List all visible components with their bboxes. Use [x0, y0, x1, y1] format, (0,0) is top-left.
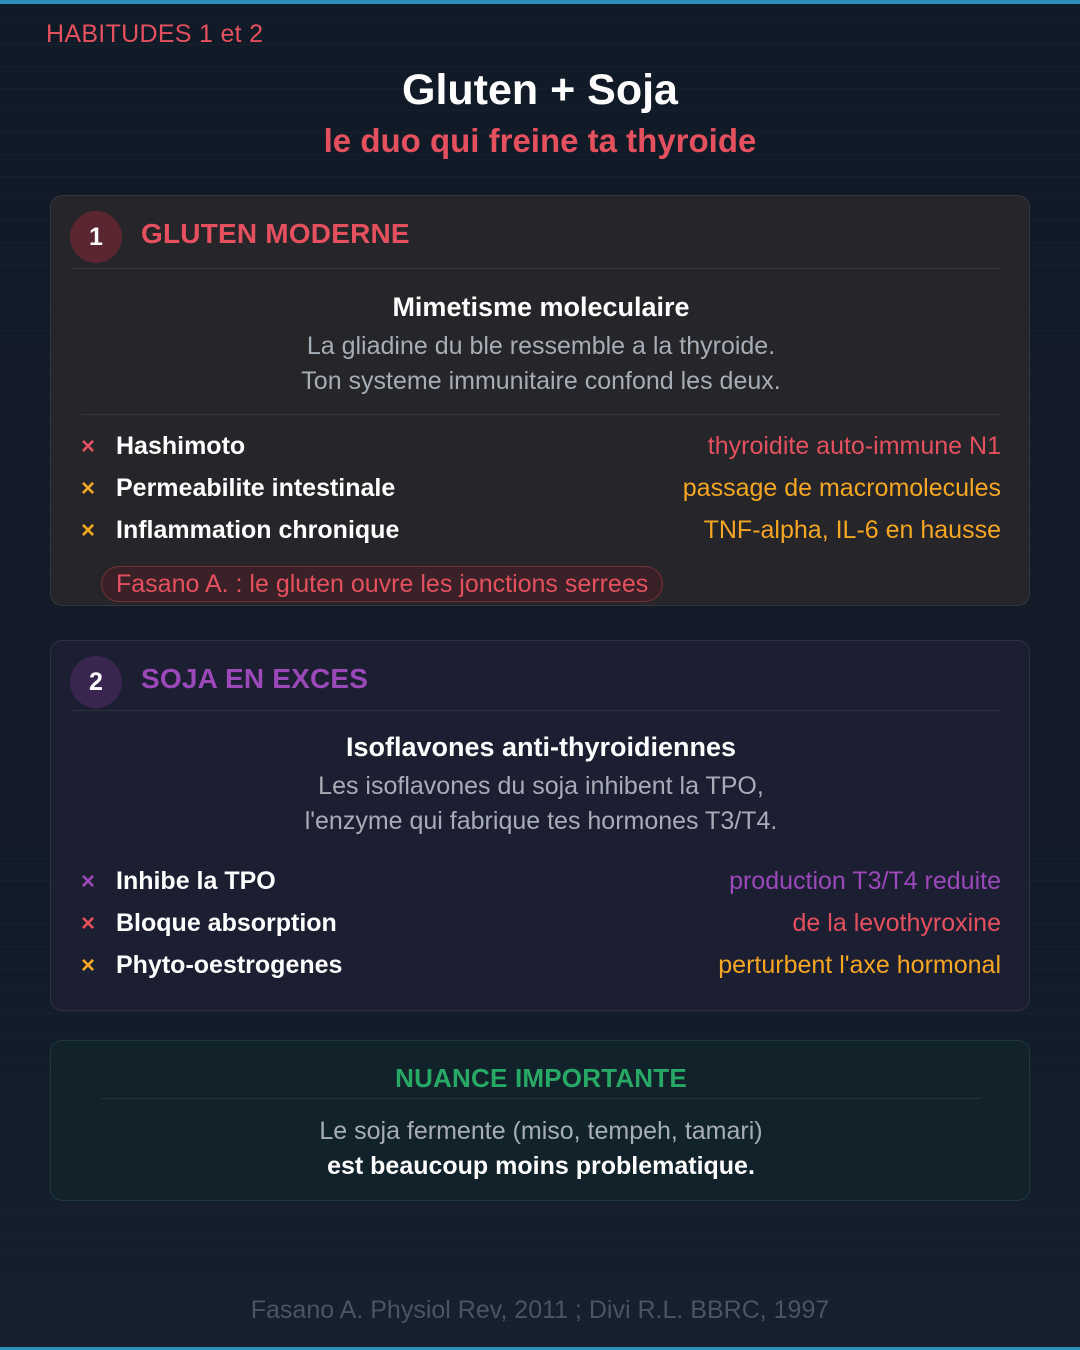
list-item	[81, 867, 1001, 903]
cross-icon: ×	[81, 952, 96, 979]
list-item	[81, 909, 1001, 945]
gluten-card	[50, 195, 1030, 606]
top-accent-line	[0, 0, 1080, 4]
list-item	[81, 432, 1001, 468]
description-line: l'enzyme qui fabrique tes hormones T3/T4.	[304, 807, 778, 835]
item-label: Inflammation chronique	[116, 516, 400, 544]
item-note: passage de macromolecules	[682, 474, 1001, 502]
item-note: TNF-alpha, IL-6 en hausse	[703, 516, 1001, 544]
list-item	[81, 474, 1001, 510]
section-number-badge: 1	[70, 211, 122, 263]
item-label: Hashimoto	[116, 432, 246, 460]
description-line: Ton systeme immunitaire confond les deux.	[301, 367, 781, 395]
kicker-label: HABITUDES 1 et 2	[46, 20, 264, 48]
section-subheading: Mimetisme moleculaire	[392, 292, 690, 322]
item-label: Phyto-oestrogenes	[116, 951, 343, 979]
nuance-line-emphasis: est beaucoup moins problematique.	[327, 1152, 755, 1180]
divider	[71, 268, 1001, 269]
section-heading: GLUTEN MODERNE	[141, 218, 410, 249]
item-note: de la levothyroxine	[792, 909, 1001, 937]
cross-icon: ×	[81, 910, 96, 937]
description-line: La gliadine du ble ressemble a la thyroide.	[306, 332, 776, 360]
page-title: Gluten + Soja	[402, 66, 678, 114]
divider	[101, 1098, 981, 1099]
cross-icon: ×	[81, 517, 96, 544]
nuance-heading: NUANCE IMPORTANTE	[395, 1063, 687, 1093]
citation-pill: Fasano A. : le gluten ouvre les jonctions serrees	[101, 566, 663, 602]
item-note: thyroidite auto-immune N1	[707, 432, 1001, 460]
description-line: Les isoflavones du soja inhibent la TPO,	[318, 772, 764, 800]
divider	[81, 414, 1001, 415]
nuance-line: Le soja fermente (miso, tempeh, tamari)	[319, 1117, 763, 1145]
item-note: production T3/T4 reduite	[729, 867, 1001, 895]
divider	[71, 710, 1001, 711]
cross-icon: ×	[81, 868, 96, 895]
soja-card	[50, 640, 1030, 1011]
item-label: Bloque absorption	[116, 909, 337, 937]
item-label: Inhibe la TPO	[116, 867, 276, 895]
nuance-card	[50, 1040, 1030, 1201]
sources-footer: Fasano A. Physiol Rev, 2011 ; Divi R.L. BBRC, 1997	[250, 1296, 830, 1324]
cross-icon: ×	[81, 433, 96, 460]
cross-icon: ×	[81, 475, 96, 502]
list-item	[81, 516, 1001, 552]
list-item	[81, 951, 1001, 987]
section-number-badge: 2	[70, 656, 122, 708]
item-note: perturbent l'axe hormonal	[718, 951, 1001, 979]
section-heading: SOJA EN EXCES	[141, 663, 369, 694]
item-label: Permeabilite intestinale	[116, 474, 396, 502]
page-subtitle: le duo qui freine ta thyroide	[323, 122, 757, 159]
section-subheading: Isoflavones anti-thyroidiennes	[345, 732, 737, 762]
